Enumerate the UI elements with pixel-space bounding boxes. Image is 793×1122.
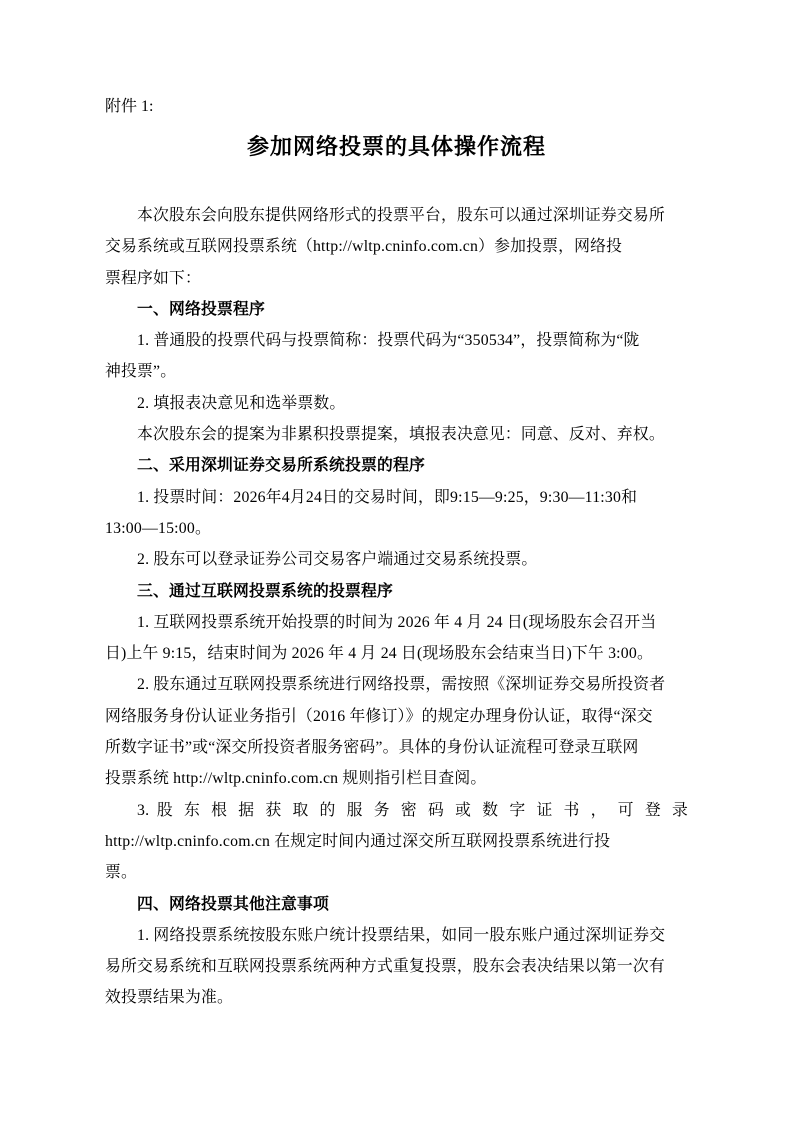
text-line: 本次股东会向股东提供网络形式的投票平台，股东可以通过深圳证券交易所 [137,207,665,224]
section-heading-3: 三、通过互联网投票系统的投票程序 [137,582,393,600]
text-line: http://wltp.cninfo.com.cn 在规定时间内通过深交所互联网投票系统进行投 [105,832,611,850]
text-line: 易所交易系统和互联网投票系统两种方式重复投票，股东会表决结果以第一次有 [105,958,665,976]
attachment-label: 附件 1: [105,98,154,115]
text-line: 2. 填报表决意见和选举票数。 [137,394,346,412]
text-line: 2. 股东通过互联网投票系统进行网络投票，需按照《深圳证券交易所投资者 [137,676,666,694]
text-line: 3. 股 东 根 据 获 取 的 服 务 密 码 或 数 字 证 书 ， 可 登 录 [137,801,688,819]
document-body [105,200,688,1014]
text-line: 神投票”。 [105,363,177,381]
section-heading-4: 四、网络投票其他注意事项 [137,895,329,913]
text-line: 1. 网络投票系统按股东账户统计投票结果，如同一股东账户通过深圳证券交 [137,926,666,944]
section-heading-1: 一、网络投票程序 [137,300,265,318]
text-line: 2. 股东可以登录证券公司交易客户端通过交易系统投票。 [137,551,538,569]
text-line: 本次股东会的提案为非累积投票提案，填报表决意见：同意、反对、弃权。 [137,426,665,444]
text-line: 效投票结果为准。 [105,989,233,1007]
section-heading-2: 二、采用深圳证券交易所系统投票的程序 [137,457,425,475]
text-line: 网络服务身份认证业务指引（2016 年修订）》的规定办理身份认证，取得“深交 [105,707,653,725]
text-line: 13:00—15:00。 [105,519,211,537]
text-line: 日)上午 9:15，结束时间为 2026 年 4 月 24 日(现场股东会结束当日)下午 3:00。 [105,645,653,663]
text-line: 交易系统或互联网投票系统（http://wltp.cninfo.com.cn）参加投票，网络投 [105,238,623,256]
page-title: 参加网络投票的具体操作流程 [246,134,546,159]
text-line: 票。 [105,864,137,882]
text-line: 1. 普通股的投票代码与投票简称：投票代码为“350534”，投票简称为“陇 [137,332,640,350]
text-line: 所数字证书”或“深交所投资者服务密码”。具体的身份认证流程可登录互联网 [105,739,639,757]
text-line: 1. 投票时间：2026年4月24日的交易时间，即9:15—9:25，9:30—11:30和 [137,488,638,506]
text-line: 票程序如下： [105,269,201,287]
text-line: 投票系统 http://wltp.cninfo.com.cn 规则指引栏目查阅。 [105,770,487,788]
text-line: 1. 互联网投票系统开始投票的时间为 2026 年 4 月 24 日(现场股东会召开当 [137,613,657,631]
